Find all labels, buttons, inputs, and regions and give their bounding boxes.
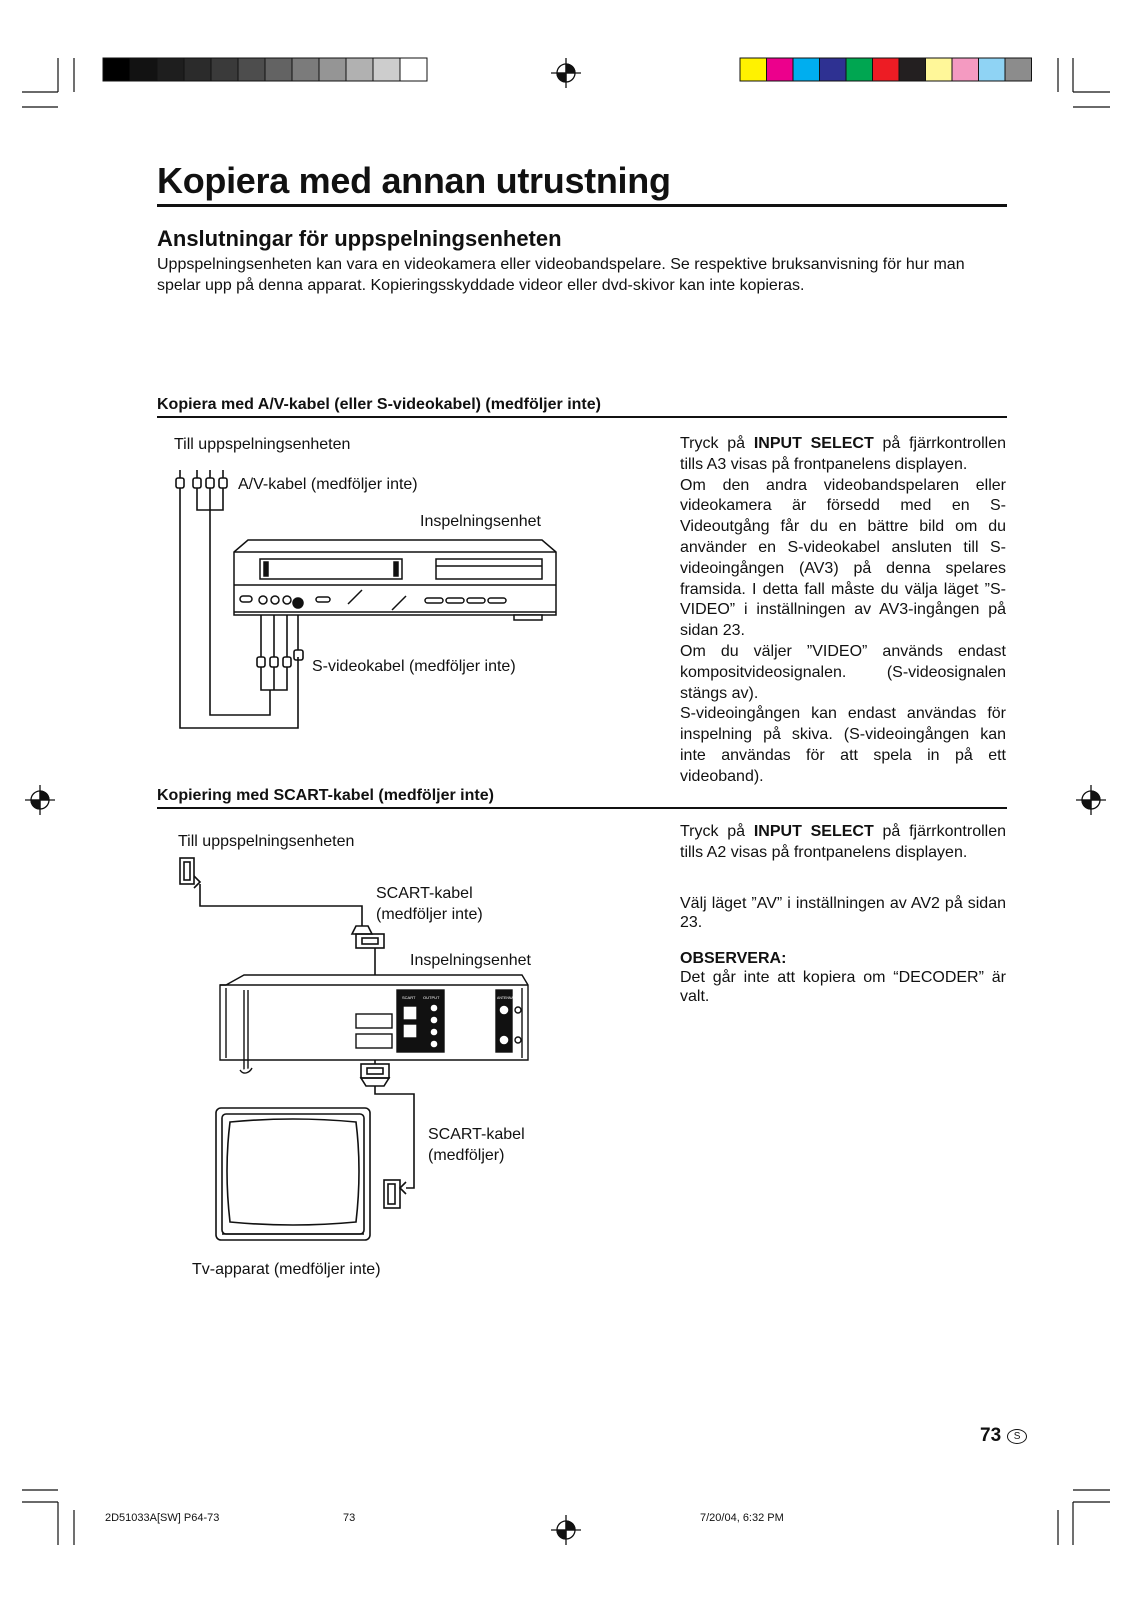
scart-instruction-2: Välj läget ”AV” i inställningen av AV2 på sidan 23. <box>680 894 1006 931</box>
scart-plug-tv <box>384 1180 406 1208</box>
gray-swatch <box>238 58 265 81</box>
color-swatch <box>767 58 794 81</box>
gray-swatch <box>373 58 400 81</box>
scart-plug-source <box>180 858 200 888</box>
registration-target-top <box>551 58 581 88</box>
section-subtitle: Anslutningar för uppspelningsenheten <box>157 226 562 251</box>
av-instruction-2: Om den andra videobandspelaren eller videokamera är försedd med en S-Videoutgång får du en bättre bild om du använder en S-videokabel ansluten till S-videoingången (AV3) på denna spelares framsida. I detta fall måste du välja läget ”S-VIDEO” i inställningen av AV3-ingången på sidan 23. <box>680 476 1006 640</box>
gray-swatch <box>265 58 292 81</box>
registration-target-bottom <box>551 1515 581 1545</box>
recorder-rear-illustration <box>220 975 528 1073</box>
color-swatch <box>820 58 847 81</box>
scart-cable-1-line <box>200 884 362 926</box>
gray-swatch <box>184 58 211 81</box>
scart-cable-2-label: SCART-kabel (medföljer) <box>428 1126 525 1164</box>
av-instruction-1: Tryck på INPUT SELECT på fjärrkontrollen tills A3 visas på frontpanelens displayen. <box>680 435 1006 473</box>
av-cable-plugs-bottom <box>257 614 303 690</box>
color-swatch <box>740 58 767 81</box>
svideo-cable-label: S-videokabel (medföljer inte) <box>312 658 516 675</box>
color-swatch <box>926 58 953 81</box>
intro-paragraph: Uppspelningsenheten kan vara en videokamera eller videobandspelare. Se respektive bruksanvisning för hur man spelar upp på denna apparat. Kopieringsskyddade videor eller dvd-skivor kan inte kopieras. <box>157 256 965 294</box>
gray-swatch <box>346 58 373 81</box>
scart-plug-recorder-bottom <box>361 1064 389 1086</box>
color-swatch <box>979 58 1006 81</box>
scart-cable-1-label: SCART-kabel (medföljer inte) <box>376 885 483 923</box>
color-swatch <box>952 58 979 81</box>
note-text: Det går inte att kopiera om “DECODER” är valt. <box>680 968 1006 1005</box>
gray-swatch <box>319 58 346 81</box>
av-instructions <box>680 434 1006 788</box>
av-recorder-label: Inspelningsenhet <box>420 513 541 530</box>
gray-swatch <box>103 58 130 81</box>
tv-illustration <box>216 1108 370 1240</box>
scart-instruction-1: Tryck på INPUT SELECT på fjärrkontrollen tills A2 visas på frontpanelens displayen. <box>680 823 1006 861</box>
av-cable-label: A/V-kabel (medföljer inte) <box>238 476 418 493</box>
panel-label-scart: SCART <box>402 995 416 1000</box>
gray-swatch <box>157 58 184 81</box>
grayscale-calibration-bar <box>103 58 427 81</box>
color-swatch <box>1005 58 1032 81</box>
scart-section-heading: Kopiering med SCART-kabel (medföljer inte) <box>157 787 1007 809</box>
language-badge-icon: S <box>1007 1429 1027 1444</box>
scart-cable-2-line <box>375 1086 414 1188</box>
av-instruction-4: S-videoingången kan endast användas för inspelning på skiva. (S-videoingången kan inte användas för att spela in på ett videoband). <box>680 705 1006 785</box>
av-section-heading: Kopiera med A/V-kabel (eller S-videokabel) (medföljer inte) <box>157 396 1007 418</box>
tv-label: Tv-apparat (medföljer inte) <box>192 1261 381 1278</box>
color-calibration-bar <box>740 58 1032 81</box>
footer-job-code: 2D51033A[SW] P64-73 <box>105 1512 220 1524</box>
page-number: 73 S <box>980 1425 1027 1447</box>
recorder-front-illustration <box>234 540 556 620</box>
registration-target-left <box>25 785 55 815</box>
av-cable-plugs-top <box>176 470 227 488</box>
input-select-key-label-2: INPUT SELECT <box>753 823 874 840</box>
scart-source-label: Till uppspelningsenheten <box>178 833 355 850</box>
gray-swatch <box>400 58 427 81</box>
gray-swatch <box>130 58 157 81</box>
footer-page: 73 <box>343 1512 356 1524</box>
input-select-key-label: INPUT SELECT <box>753 435 874 452</box>
av-instruction-3: Om du väljer ”VIDEO” används endast kompositvideosignalen. (S-videosignalen stängs av). <box>680 642 1006 702</box>
color-swatch <box>793 58 820 81</box>
scart-connection-diagram <box>170 850 540 1250</box>
scart-recorder-label: Inspelningsenhet <box>410 952 531 969</box>
av-source-label: Till uppspelningsenheten <box>174 436 351 453</box>
panel-label-output: OUTPUT <box>423 995 440 1000</box>
gray-swatch <box>292 58 319 81</box>
color-swatch <box>899 58 926 81</box>
color-swatch <box>846 58 873 81</box>
color-swatch <box>873 58 900 81</box>
scart-instructions <box>680 822 1006 1006</box>
scart-plug-recorder-top <box>352 926 384 948</box>
av-connection-diagram <box>170 460 570 735</box>
panel-label-antenna: ANTENNA <box>497 996 514 1000</box>
footer-timestamp: 7/20/04, 6:32 PM <box>700 1512 784 1524</box>
note-title: OBSERVERA: <box>680 949 787 967</box>
page-title: Kopiera med annan utrustning <box>157 160 1007 207</box>
registration-target-right <box>1076 785 1106 815</box>
gray-swatch <box>211 58 238 81</box>
